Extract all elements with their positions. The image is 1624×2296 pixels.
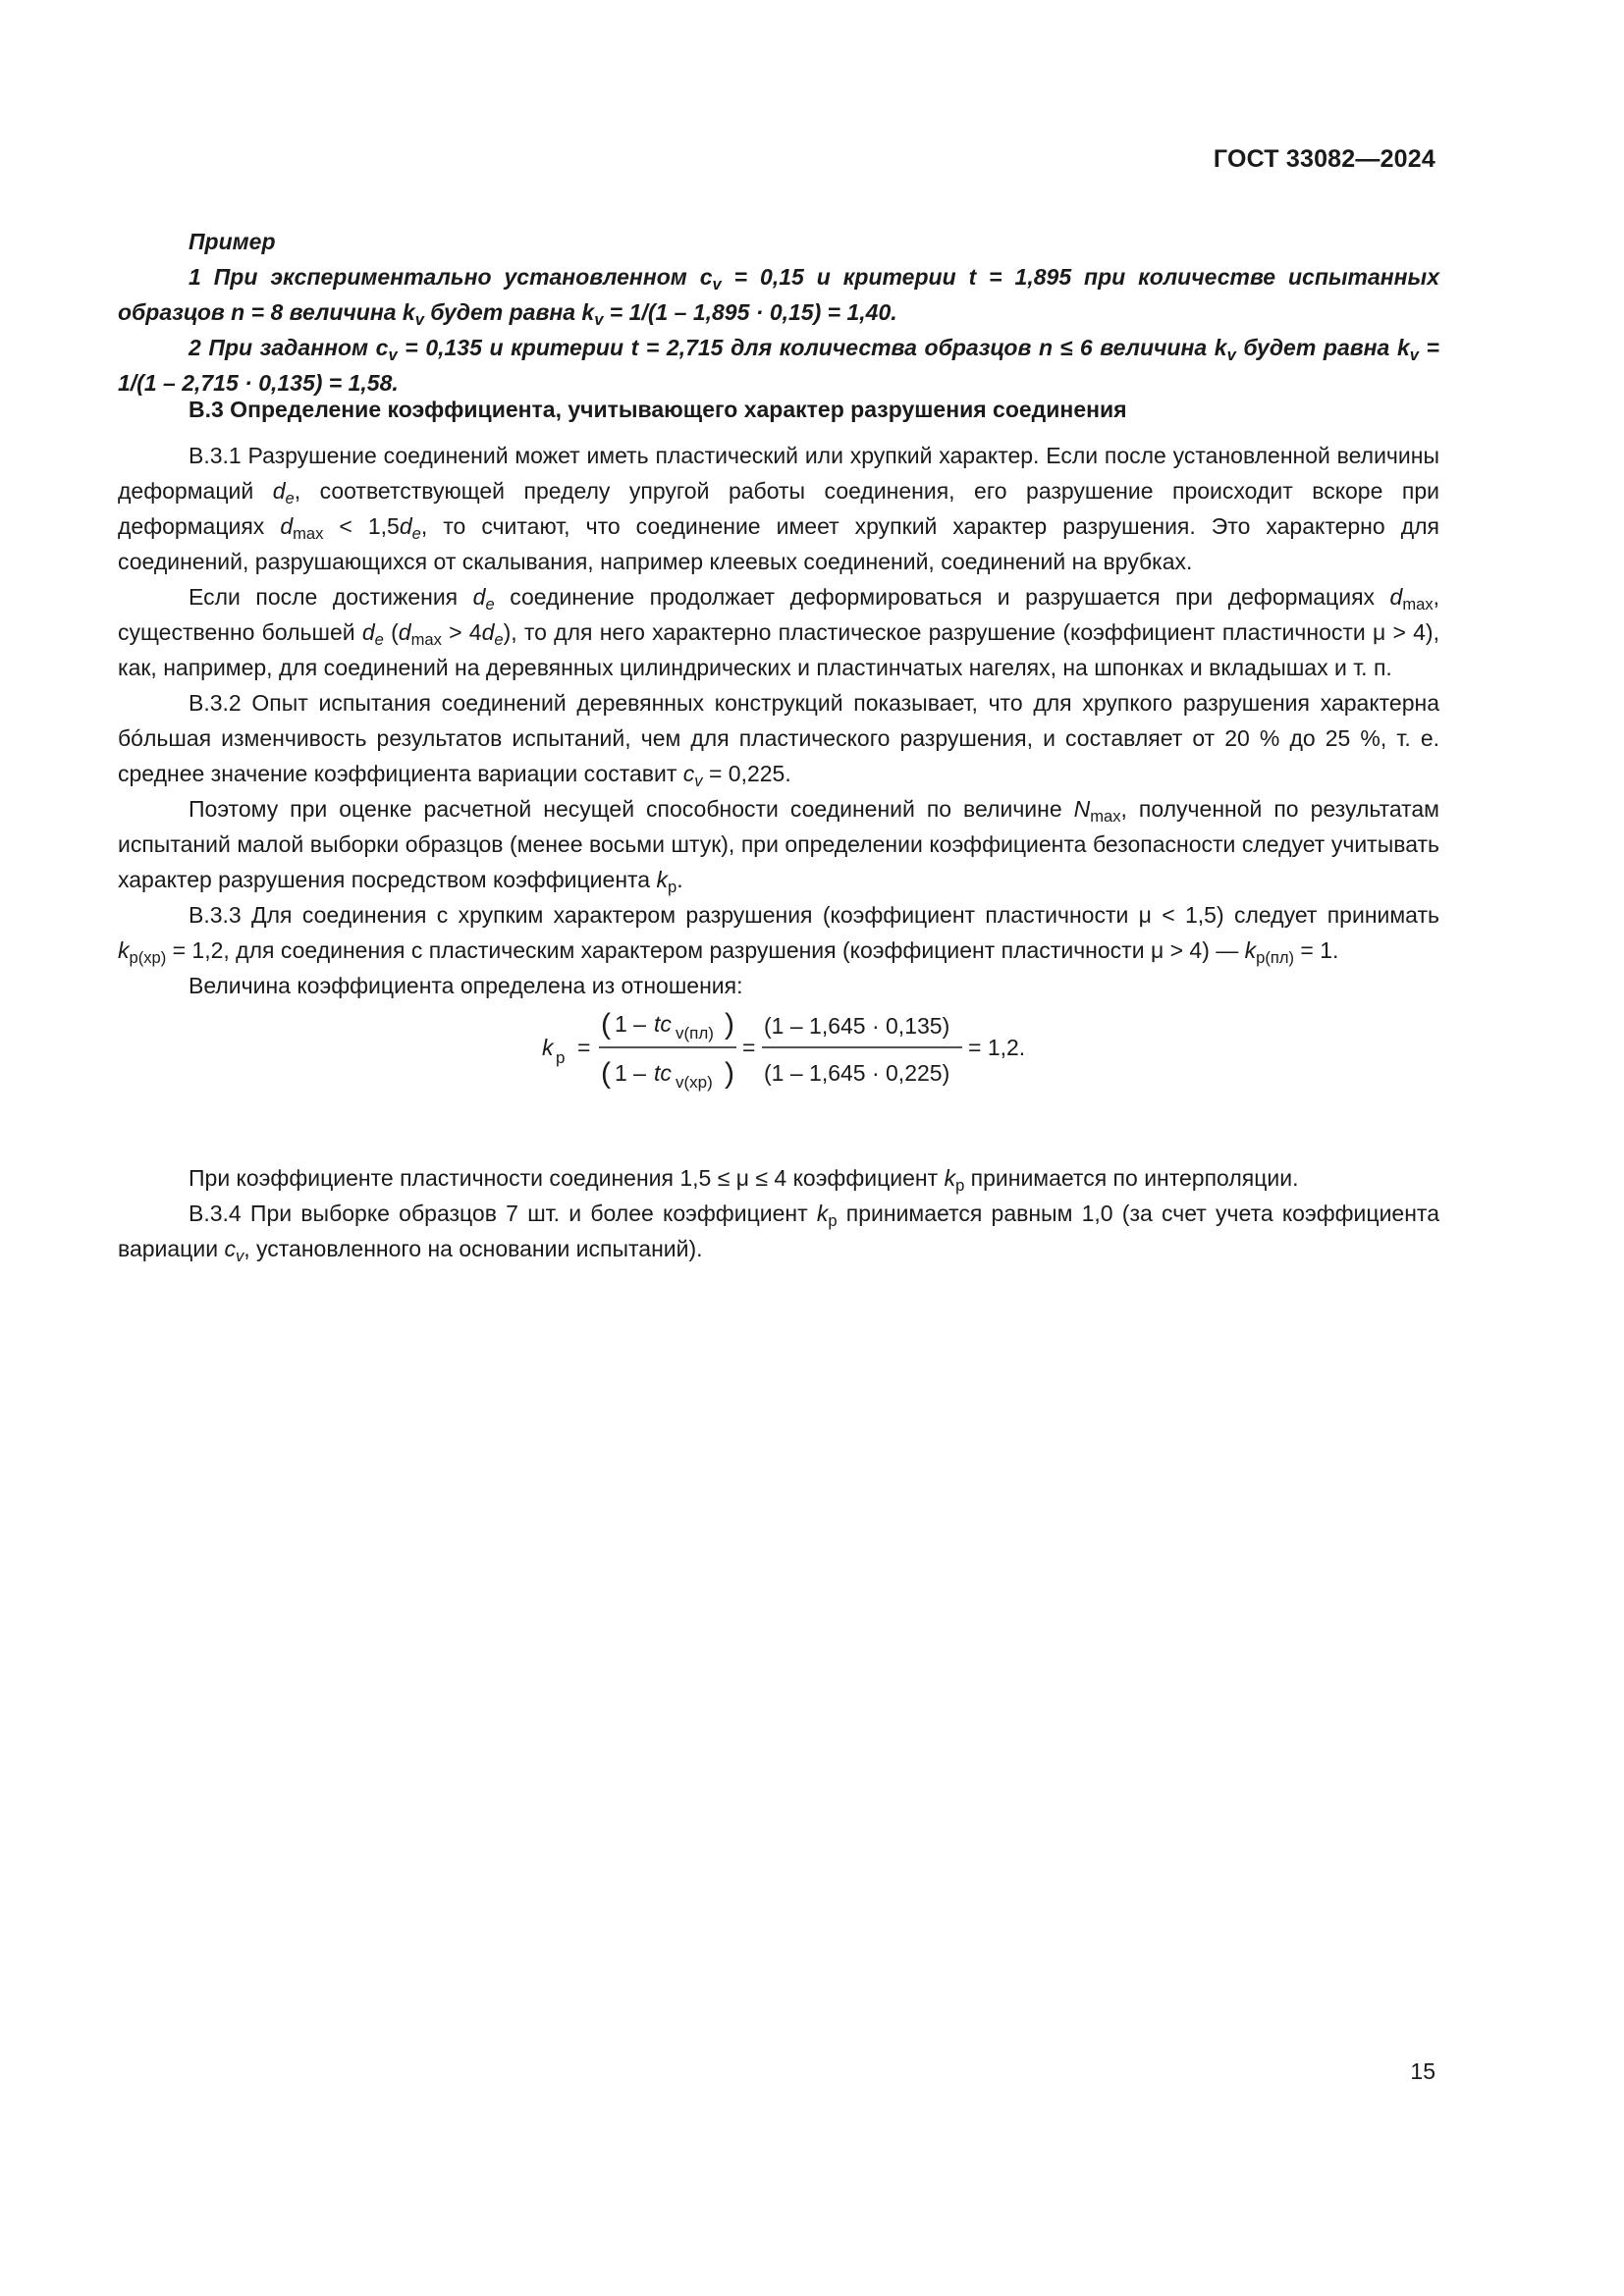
formula-den1-tc: tc (654, 1060, 672, 1086)
formula-num1-tc: tc (654, 1011, 672, 1037)
formula-num1-rparen: ) (725, 1008, 734, 1041)
paragraph-interpolation: При коэффициенте пластичности соединения 1,5 ≤ μ ≤ 4 коэффициент $k_р$ принимается по интерполяции. (189, 1165, 1299, 1195)
document-number: ГОСТ 33082—2024 (1213, 145, 1435, 173)
paragraph-b334: В.3.4 При выборке образцов 7 шт. и более коэффициент $k_р$ принимается равным 1,0 (за счет учета коэффициента вариации $c_v$, установленного на основании испытаний). (118, 1201, 1439, 1265)
example-title: Пример (189, 229, 276, 254)
example-item-1: 1 При экспериментально установленном $c_v = 0,15$ и критерии t = 1,895 при количестве испытанных образцов n = 8 величина $k_v$ будет равна $k_v = 1/(1 - 1,895 \cdot 0,15) = 1,40$. (118, 264, 1439, 329)
formula-num1-a: 1 – (615, 1011, 646, 1037)
formula-den2: (1 – 1,645 · 0,225) (764, 1060, 950, 1086)
formula-lhs: k (542, 1035, 554, 1060)
body-upper (118, 438, 1439, 1003)
formula-lhs-sub: р (556, 1048, 566, 1067)
example-item-2: 2 При заданном $c_v = 0,135$ и критерии t = 2,715 для количества образцов n ≤ 6 величина $k_v$ будет равна $k_v = 1/(1 - 2,715 \cdot 0,135) = 1,58$. (118, 335, 1439, 396)
formula-num1-lparen: ( (601, 1008, 611, 1041)
formula-den1-rparen: ) (725, 1057, 734, 1090)
paragraph-b332: В.3.2 Опыт испытания соединений деревянных конструкций показывает, что для хрупкого разрушения характерна бóльшая изменчивость результатов испытаний, чем для пластического разрушения, и составляет от 20 % до 25 %, т. е. среднее значение коэффициента вариации составит $c_v = 0,225$. (118, 690, 1439, 790)
formula-num2: (1 – 1,645 · 0,135) (764, 1013, 950, 1039)
body-lower (118, 1160, 1439, 1266)
formula-result: = 1,2. (968, 1035, 1026, 1060)
section-title: В.3 Определение коэффициента, учитывающего характер разрушения соединения (189, 397, 1127, 422)
paragraph-b331-2: Если после достижения $d_e$ соединение продолжает деформироваться и разрушается при деформациях $d_{max}$, существенно большей $d_e$ $(d_{max} > 4d_e)$, то для него характерно пластическое разрушение (коэффициент пластичности μ > 4), как, например, для соединений на деревянных цилиндрических и пластинчатых нагелях, на шпонках и вкладышах и т. п. (118, 584, 1439, 680)
example-block (118, 224, 1439, 400)
paragraph-b333-2: Величина коэффициента определена из отношения: (189, 973, 743, 998)
formula-den1-lparen: ( (601, 1057, 611, 1090)
paragraph-b333: В.3.3 Для соединения с хрупким характером разрушения (коэффициент пластичности μ < 1,5) следует принимать $k_{р(хр)} = 1,2$, для соединения с пластическим характером разрушения (коэффициент пластичности μ > 4) — $k_{р(пл)} = 1$. (118, 902, 1439, 967)
formula-num1-sub: v(пл) (676, 1024, 714, 1042)
paragraph-b331: В.3.1 Разрушение соединений может иметь пластический или хрупкий характер. Если после установленной величины деформаций $d_e$, соответствующей пределу упругой работы соединения, его разрушение происходит вскоре при деформациях $d_{max} < 1,5d_e$, то считают, что соединение имеет хрупкий характер разрушения. Это характерно для соединений, разрушающихся от скалывания, например клеевых соединений, соединений на врубках. (118, 443, 1439, 574)
paragraph-b332-2: Поэтому при оценке расчетной несущей способности соединений по величине $N_{max}$, полученной по результатам испытаний малой выборки образцов (менее восьми штук), при определении коэффициента безопасности следует учитывать характер разрушения посредством коэффициента $k_р$. (118, 796, 1439, 896)
formula-den1-a: 1 – (615, 1060, 646, 1086)
kp-formula (538, 985, 1127, 1112)
formula-eq-1: = (577, 1035, 591, 1060)
formula-eq-2: = (742, 1035, 756, 1060)
formula-den1-sub: v(хр) (676, 1073, 713, 1092)
page-number: 15 (1410, 2058, 1435, 2084)
